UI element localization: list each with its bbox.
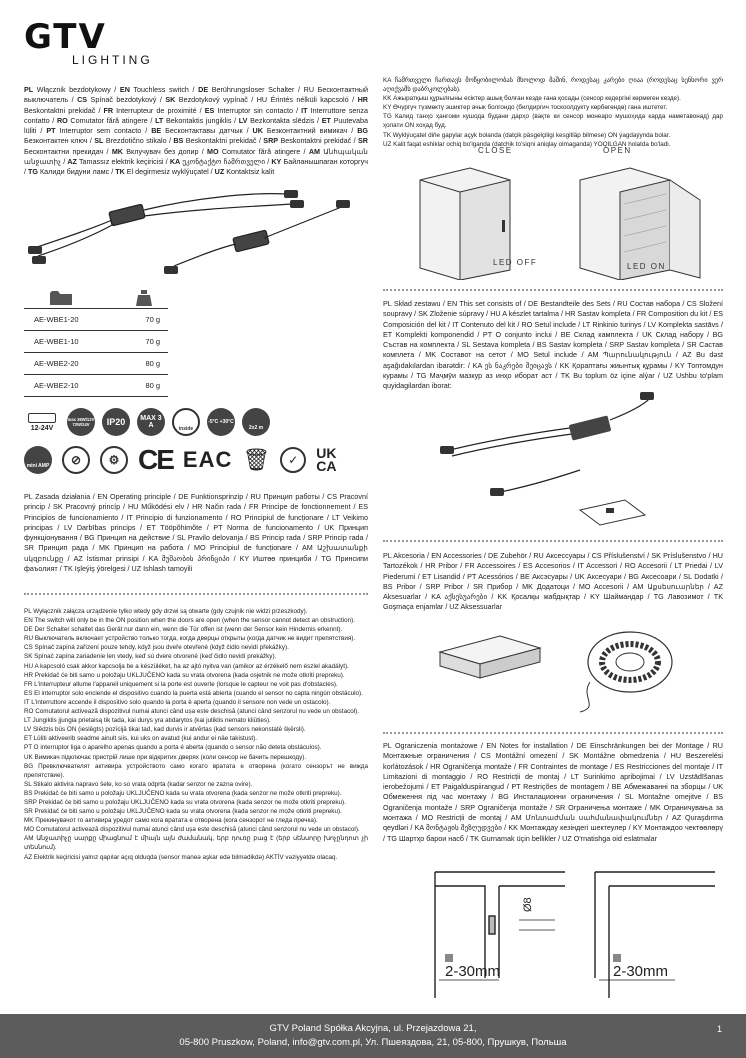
warning-line: BG Превключвателят активира устройството само когато вратата е отворена (когато сензорът не вижда препятствие). xyxy=(24,762,368,779)
rohs-icon: ✓ xyxy=(280,447,306,473)
warning-line: AZ Elektrik keçiricisi yalnız qapılar açıq olduqda (sensor maneə aşkar edə bilmədikdə) AKTİV vəziyyətdə olacaq. xyxy=(24,853,338,861)
diameter-label: Ø8 xyxy=(522,897,534,912)
brand-sub: LIGHTING xyxy=(72,53,153,67)
product-row xyxy=(24,331,168,353)
cabinet-open-illustration xyxy=(560,150,710,280)
accessories-illustration xyxy=(430,612,710,722)
warning-line: CS Spínač zapíná zařízení pouze tehdy, když jsou dveře otevřené (když čidlo nevidí překážky). xyxy=(24,644,289,652)
footer xyxy=(0,1014,746,1058)
language-code: DE xyxy=(198,85,209,94)
language-code: UZ xyxy=(214,167,225,177)
set-block xyxy=(383,299,723,392)
warning-line: UK Вимикач підключає пристрій лише при відкритих дверях (коли сенсор не бачить перешкоду). xyxy=(24,753,307,761)
language-code: LT xyxy=(155,115,164,125)
language-code: SR xyxy=(357,136,368,146)
product-code: AE-WBE1-10 xyxy=(24,331,138,353)
language-code: RO xyxy=(56,115,68,125)
cable-length-label: 2x2 m xyxy=(248,424,264,431)
warning-line: LV Slēdzis būs ON (ieslēgts) pozīcijā tikai tad, kad durvis ir atvērtas (kad sensors nekonstatē šķērsli). xyxy=(24,726,306,734)
mini-amp-badge xyxy=(24,446,52,474)
warning-line: RO Comutatorul activează dispozitivul numai atunci când ușa este deschisă (atunci când senzorul nu vede un obstacol). xyxy=(24,708,359,716)
warning-line: RU Выключатель включает устройство только тогда, когда дверцы открыты (когда датчик не видит препятствия). xyxy=(24,635,356,643)
brand-name: GTV xyxy=(24,17,107,57)
product-row xyxy=(24,375,168,397)
warning-line: TG Калид танҳо ҳангоми кушода будани дарҳо (вақте ки сенсор монеаро мушоҳида карда наметавонад) дар ҳолати ON хоҳад буд. xyxy=(383,113,723,130)
language-code: MK xyxy=(111,146,123,156)
warning-line: MO Comutatorul activează dispozitivul numai atunci când ușa este deschisă (atunci când senzorul nu vede un obstacol). xyxy=(24,826,360,834)
principle-text: PL Zasada działania / EN Operating principle / DE Funktionsprinzip / RU Принцип работы / CS Pracovní princip / SK Pracovný princíp / HU Működési elv / HR Način rada / FR Principe de fonctionnement / ES Principios de funcionamiento / IT Principio di funzionamento / RO Principiul de funcționare / LT Veikimo principas / LV Darbības princips / ET Tööpõhimõte / PT Norma de funcionamento / UK Принцип функціонування / BG Принцип на действие / SL Pravilo delovanja / BS Princip rada / SRP Princip rada / SR Принцип рада / MK Принцип на работа / MO Principiul de funcționare / AM Աշխատանքի սկզբունքը / AZ İstismar prinsipi / KA მუშაობის პრინციპი / KY Иштөө принциби / TG Принсипи фаъолият / TK Işleýiş ýörelgesi / UZ Ishlash tamoyili xyxy=(24,492,368,574)
max-current-badge: MAX 3 A xyxy=(137,408,165,436)
product-weight: 80 g xyxy=(138,375,168,397)
product-weight: 70 g xyxy=(138,331,168,353)
language-code: LV xyxy=(238,115,248,125)
product-weight: 70 g xyxy=(138,309,168,331)
intro-block xyxy=(24,85,368,178)
spec-badges xyxy=(24,408,270,436)
weight-icon xyxy=(136,290,152,306)
cable-length-badge xyxy=(242,408,270,436)
dimension-b-label: 2-30mm xyxy=(613,963,669,980)
set-illustration xyxy=(430,380,710,540)
warning-line: SR Prekidač će biti samo u položaju UKLJUČENO kada su vrata otvorena (kada senzor ne može otkriti prepreku). xyxy=(24,808,342,816)
warning-line: LT Jungiklis įjungia prietaisą tik tada, kai durys yra atidarytos (kai jutiklis nemato kliūties). xyxy=(24,717,271,725)
language-code: MO xyxy=(207,146,219,156)
language-code: AM xyxy=(308,146,320,156)
max-power-badge: max 36W/12V 72W/24V xyxy=(67,408,95,436)
ip20-badge: IP20 xyxy=(102,408,130,436)
language-code: KY xyxy=(271,157,282,167)
mini-amp-label: mini AMP xyxy=(26,462,50,469)
warning-line: ET Lüliti aktiveerib seadme ainult siis, kui uks on avatud (kui andur ei näe takistust). xyxy=(24,735,257,743)
accessories-text: PL Akcesoria / EN Accessories / DE Zubehör / RU Аксессуары / CS Příslušenství / SK Príslušenstvo / HU Tartozékok / HR Pribor / FR Accessoires / ES Accesorios / IT Accessori / RO Accesorii / LT Priedai / LV Piederumi / ET Lisandid / PT Acessórios / BE Аксэсуары / UK Аксесуари / BG Аксесоари / SL Dodatki / BS Pribor / SRP Pribor / SR Прибор / MK Додатоци / MO Accesorii / AM Աքսեսուարներ / AZ Aksesuarlar / KA აქსესუარები / KK Қосалқы жабдықтар / KY Шаймандар / TG Лавозимот / TK Goşmaça enjamlar / UZ Aksessuarlar xyxy=(383,551,723,612)
set-text: PL Skład zestawu / EN This set consists of / DE Bestandteile des Sets / RU Состав набора / CS Složení soupravy / SK Zloženie súpravy / HU A készlet tartalma / HR Sastav kompleta / FR Composition du kit / ES Composición del kit / IT Contenuto del kit / RO Setul include / LT Rinkinio turinys / LV Komplekta sastāvs / ET Komplekti komponendid / PT O conjunto inclui / BE Склад камплекта / UK Склад набору / BG Състав на комплекта / SL Sestava kompleta / BS Sastav kompleta / SRP Sastav kompleta / SR Састав комплета / MK Составот на сетот / MO Setul include / AM Պարունակություն / AZ Bu dəst aşağıdakılardan ibarətdir: / KA ეს ნაკრები შეიცავს / KK Қораптағы жиынтық құрамы / KY Топтомдун курамы / TG Маҷмӯи мазкур аз инҳо иборат аст / TK Bu toplum öz içine alýar / UZ Ushbu to'plam quyidagilardan iborat: xyxy=(383,299,723,391)
language-code: SRP xyxy=(263,136,279,146)
product-illustration xyxy=(24,186,368,282)
language-code: SK xyxy=(165,95,176,105)
language-code: TK xyxy=(115,167,125,177)
language-code: FR xyxy=(103,105,114,115)
install-block xyxy=(383,741,723,844)
temperature-badge: -5°C +30°C xyxy=(207,408,235,436)
language-code: UK xyxy=(252,126,263,136)
product-row xyxy=(24,309,168,331)
language-code: KA xyxy=(169,157,181,167)
accessories-block xyxy=(383,551,723,613)
product-code: AE-WBE1-20 xyxy=(24,309,138,331)
language-code: PT xyxy=(46,126,56,136)
warning-line: KY Өчүргүч түзмөктү эшиктер ачык болгондо (билдиргич тоскоолдукту көрбөгөндө) гана иштетет. xyxy=(383,104,668,112)
warning-line: SL Stikalo aktivira napravo šele, ko so vrata odprta (kadar senzor ne zazna ovire). xyxy=(24,780,253,788)
warning-line: TK Wyklýuçatel diňe gapylar açyk bolanda (datçik päsgelçiligi kesgitläp bilmese) ON ýagdaýynda bolar. xyxy=(383,131,671,139)
language-code: PL xyxy=(24,85,34,94)
warning-line: ES El interruptor solo enciende el dispositivo cuando la puerta está abierta (cuando el sensor no capta ningún obstáculo). xyxy=(24,689,363,697)
installation-diagram xyxy=(425,868,725,1006)
page-number: 1 xyxy=(716,1024,722,1034)
eac-mark: EAC xyxy=(182,447,233,472)
warnings-block xyxy=(24,607,368,862)
warning-line: EN The switch will only be in the ON position when the doors are open (when the sensor cannot detect an obstruction). xyxy=(24,617,356,625)
divider xyxy=(24,593,368,595)
language-code: EN xyxy=(119,85,130,94)
open-caption: OPEN xyxy=(603,146,632,155)
principle-block xyxy=(24,492,368,574)
warning-line: KK Ажыратқыш құрылғыны есіктер ашық болған кезде ғана қосады (сенсор кедергіні көрмеген кезде). xyxy=(383,95,681,103)
indoor-label: inside xyxy=(178,425,194,432)
install-text: PL Ograniczenia montażowe / EN Notes for installation / DE Einschränkungen bei der Montage / RU Монтажные ограничения / CS Montážní omezení / SK Montážne obmedzenia / HU Beszerelési korlátozások / HR Ograničenja montaže / FR Contraintes de montage / ES Restricciones del montaje / IT Limitazioni di montaggio / RO Restricții de montaj / LT Surinkimo apribojimai / LV Uzstādīšanas ierobežojumi / ET Paigalduspiirangud / PT Restrições de montagem / BE Абмежаванні па зборцы / UK Обмеження під час монтажу / BG Инсталационни ограничения / SL Montažne omejitve / BS Ograničenja montaže / SRP Ograničenja montaže / SR Ограничења монтаже / MK Ограничувања за монтажа / MO Restricții de montaj / AM Մոնտաժման սահմանափակումներ / AZ Quraşdırma qeydləri / KA მონტაჟის შეზღუდვები / KK Монтаждау кезіндегі шектеулер / KY Монтаждоо чектөөлөрү / TG Шартҳо барои насб / TK Gurnamak üçin bellikler / UZ O'rnatishga oid eslatmalar xyxy=(383,741,723,843)
led-on-caption: LED ON xyxy=(627,262,666,271)
warning-line: MK Прекинувачот го активира уредот само кога вратата е отворена (кога сензорот не гледа пречка). xyxy=(24,817,318,825)
language-code: IT xyxy=(301,105,308,115)
led-off-caption: LED OFF xyxy=(493,258,538,267)
warning-line: AM Անջատիչը սարքը միացնում է միայն այն ժամանակ, երբ դուռը բաց է (երբ սենսորը խոչընդոտ չի տեսնում). xyxy=(24,835,368,852)
footer-address-1: GTV Poland Spółka Akcyjna, ul. Przejazdowa 21, xyxy=(269,1023,477,1034)
warning-line: DE Der Schalter schaltet das Gerät nur dann ein, wenn die Tür offen ist (wenn der Sensor kein Hindernis erkennt). xyxy=(24,626,343,634)
voltage-label: 12-24V xyxy=(30,424,54,432)
warning-line: BS Prekidač će biti samo u položaju UKLJUČENO kada su vrata otvorena (kada senzor ne može otkriti prepreku). xyxy=(24,789,342,797)
warning-line: PL Wyłącznik załącza urządzenie tylko wtedy gdy drzwi są otwarte (gdy czujnik nie widzi przeszkody). xyxy=(24,608,308,615)
language-code: BS xyxy=(173,136,184,146)
brand-logo xyxy=(24,17,153,67)
indoor-badge xyxy=(172,408,200,436)
warning-line: IT L'interruttore accende il dispositivo solo quando la porta è aperta (quando il sensore non vede un ostacolo). xyxy=(24,698,331,706)
language-code: HR xyxy=(357,95,368,105)
divider xyxy=(383,732,723,734)
ukca-mark: UK CA xyxy=(316,445,337,474)
warning-line: PT O interruptor liga o aparelho apenas quando a porta é aberta (quando o sensor não deteta obstáculos). xyxy=(24,744,322,752)
voltage-badge xyxy=(24,408,60,436)
language-code: ES xyxy=(204,105,215,115)
warning-line: SK Spínač zapína zariadenie len vtedy, keď sú dvere otvorené (keď čidlo nevidí prekážky). xyxy=(24,653,277,661)
warning-line: UZ Kalit faqat eshiklar ochiq bo'lganda (datchik to'siqni aniqlay olmaganda) YOQILGAN holatda bo'ladi. xyxy=(383,140,671,148)
warning-line: KA ჩამრთველი ჩართავს მოწყობილობას მხოლოდ მაშინ, როდესაც კარები ღიაა (როდესაც სენსორი ვერ აღიქვამს დაბრკოლებას). xyxy=(383,77,723,94)
language-code: AZ xyxy=(67,157,77,167)
divider xyxy=(383,540,723,542)
warning-line: FR L'interrupteur allume l'appareil uniquement si la porte est ouverte (lorsque le capteur ne voit pas d'obstacles). xyxy=(24,680,338,688)
close-caption: CLOSE xyxy=(478,146,513,155)
divider xyxy=(383,289,723,291)
product-table xyxy=(24,308,168,397)
language-code: BG xyxy=(357,126,368,136)
recycle-badge: ⚙ xyxy=(100,446,128,474)
language-code: TG xyxy=(28,167,38,177)
weee-icon: 🗑 xyxy=(242,447,271,472)
warning-line: SRP Prekidač će biti samo u položaju UKLJUČENO kada su vrata otvorena (kada senzor ne može otkriti prepreku). xyxy=(24,798,346,806)
warning-line: HR Prekidač će biti samo u položaju UKLJUČENO kada su vrata otvorena (kada osjetnik ne može otkriti prepreku). xyxy=(24,671,345,679)
intro-text: PL Włącznik bezdotykowy / EN Touchless switch / DE Berührungsloser Schalter / RU Бесконтактный выключатель / CS Spínač bezdotykový / SK Bezdotykový vypínač / HU Érintés nélküli kapcsoló / HR Beskontaktni prekidač / FR Interrupteur de proximité / ES Interruptor sin contacto / IT Interruttore senza contatto / RO Comutator fără atingere / LT Bekontaktis jungiklis / LV Bezkontakta slēdzis / ET Puutevaba lüliti / PT Interruptor sem contacto / BE Бесконтактавы датчык / UK Безконтактний вимикач / BG Безконтактен ключ / SL Brezdotično stikalo / BS Beskontaktni prekidač / SRP Beskontaktni prekidač / SR Бесконтактни прекидач / MK Вклучувач без допир / MO Comutator fără atingere / AM Անհպական անջատիչ / AZ Tamassız elektrik keçiricisi / KA უკონტაქტო ჩამრთველი / KY Байланышпаган которгуч / TG Калиди бидуни ламс / TK El degirmesiz wyklýuçatel / UZ Kontaktsiz kalit xyxy=(24,85,369,177)
product-code: AE-WBE2-10 xyxy=(24,375,138,397)
product-code: AE-WBE2-20 xyxy=(24,353,138,375)
product-row xyxy=(24,353,168,375)
warning-line: HU A kapcsoló csak akkor kapcsolja be a készüléket, ha az ajtó nyitva van (amikor az érzékelő nem észlel akadályt). xyxy=(24,662,349,670)
language-code: ET xyxy=(321,115,331,125)
language-code: SL xyxy=(94,136,104,146)
ce-mark: CE xyxy=(138,444,173,475)
disposal-badge: ⊘ xyxy=(62,446,90,474)
dimension-a-label: 2-30mm xyxy=(445,963,501,980)
folder-icon xyxy=(50,291,72,305)
right-intro-block xyxy=(383,76,723,149)
language-code: CS xyxy=(77,95,88,105)
footer-address-2: 05-800 Pruszkow, Poland, info@gtv.com.pl, Ул. Пшеяздова, 21, 05-800, Прушкув, Польша xyxy=(179,1037,567,1048)
cert-badges xyxy=(24,444,346,476)
product-weight: 80 g xyxy=(138,353,168,375)
language-code: BE xyxy=(151,126,162,136)
